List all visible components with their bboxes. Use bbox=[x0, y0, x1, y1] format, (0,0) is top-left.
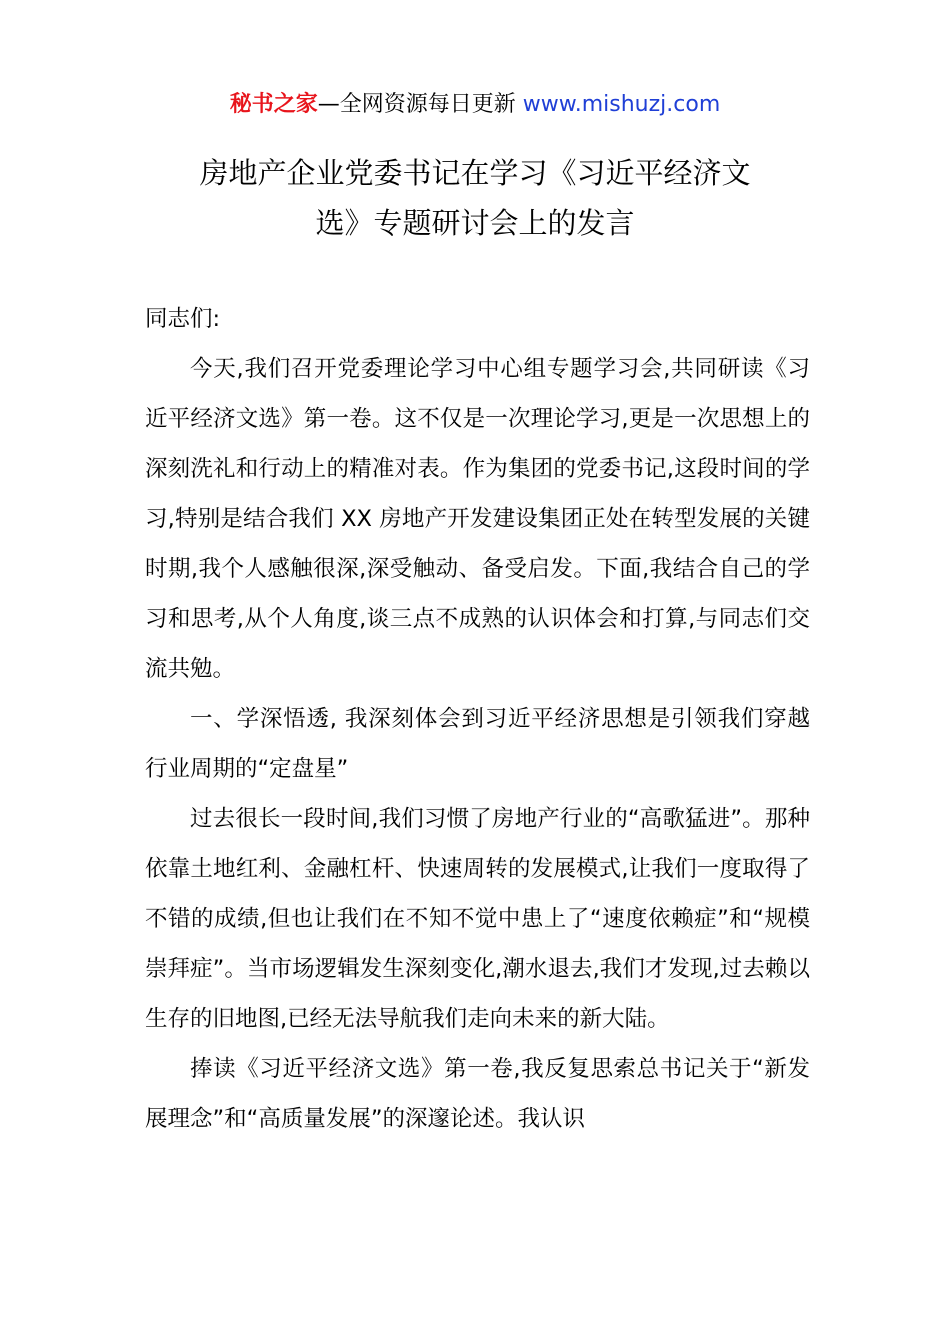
body-paragraph: 今天,我们召开党委理论学习中心组专题学习会,共同研读《习近平经济文选》第一卷。这不仅是一次理论学习,更是一次思想上的深刻洗礼和行动上的精准对表。作为集团的党委书记,这段时间的学习,特别是结合我们 XX 房地产开发建设集团正处在转型发展的关键时期,我个人感触很深,深受触动、备受启发。下面,我结合自己的学习和思考,从个人角度,谈三点不成熟的认识体会和打算,与同志们交流共勉。 bbox=[145, 356, 810, 682]
title-line: 选》专题研讨会上的发言 bbox=[315, 206, 635, 240]
salutation: 同志们: bbox=[145, 306, 221, 332]
site-brand: 秘书之家 bbox=[229, 92, 318, 117]
site-header bbox=[0, 88, 950, 122]
document-body bbox=[145, 294, 810, 1144]
body-paragraph: 过去很长一段时间,我们习惯了房地产行业的“高歌猛进”。那种依靠土地红利、金融杠杆、快速周转的发展模式,让我们一度取得了不错的成绩,但也让我们在不知不觉中患上了“速度依赖症”和“规模崇拜症”。当市场逻辑发生深刻变化,潮水退去,我们才发现,过去赖以生存的旧地图,已经无法导航我们走向未来的新大陆。 bbox=[145, 806, 810, 1032]
site-url-link[interactable]: www.mishuzj.com bbox=[522, 92, 721, 117]
body-paragraph: 捧读《习近平经济文选》第一卷,我反复思索总书记关于“新发展理念”和“高质量发展”的深邃论述。我认识 bbox=[145, 1056, 810, 1132]
title-line: 房地产企业党委书记在学习《习近平经济文 bbox=[199, 156, 751, 190]
site-slogan: —全网资源每日更新 bbox=[317, 92, 523, 117]
document-title bbox=[95, 148, 855, 248]
section-heading: 一、学深悟透, 我深刻体会到习近平经济思想是引领我们穿越行业周期的“定盘星” bbox=[145, 706, 810, 782]
